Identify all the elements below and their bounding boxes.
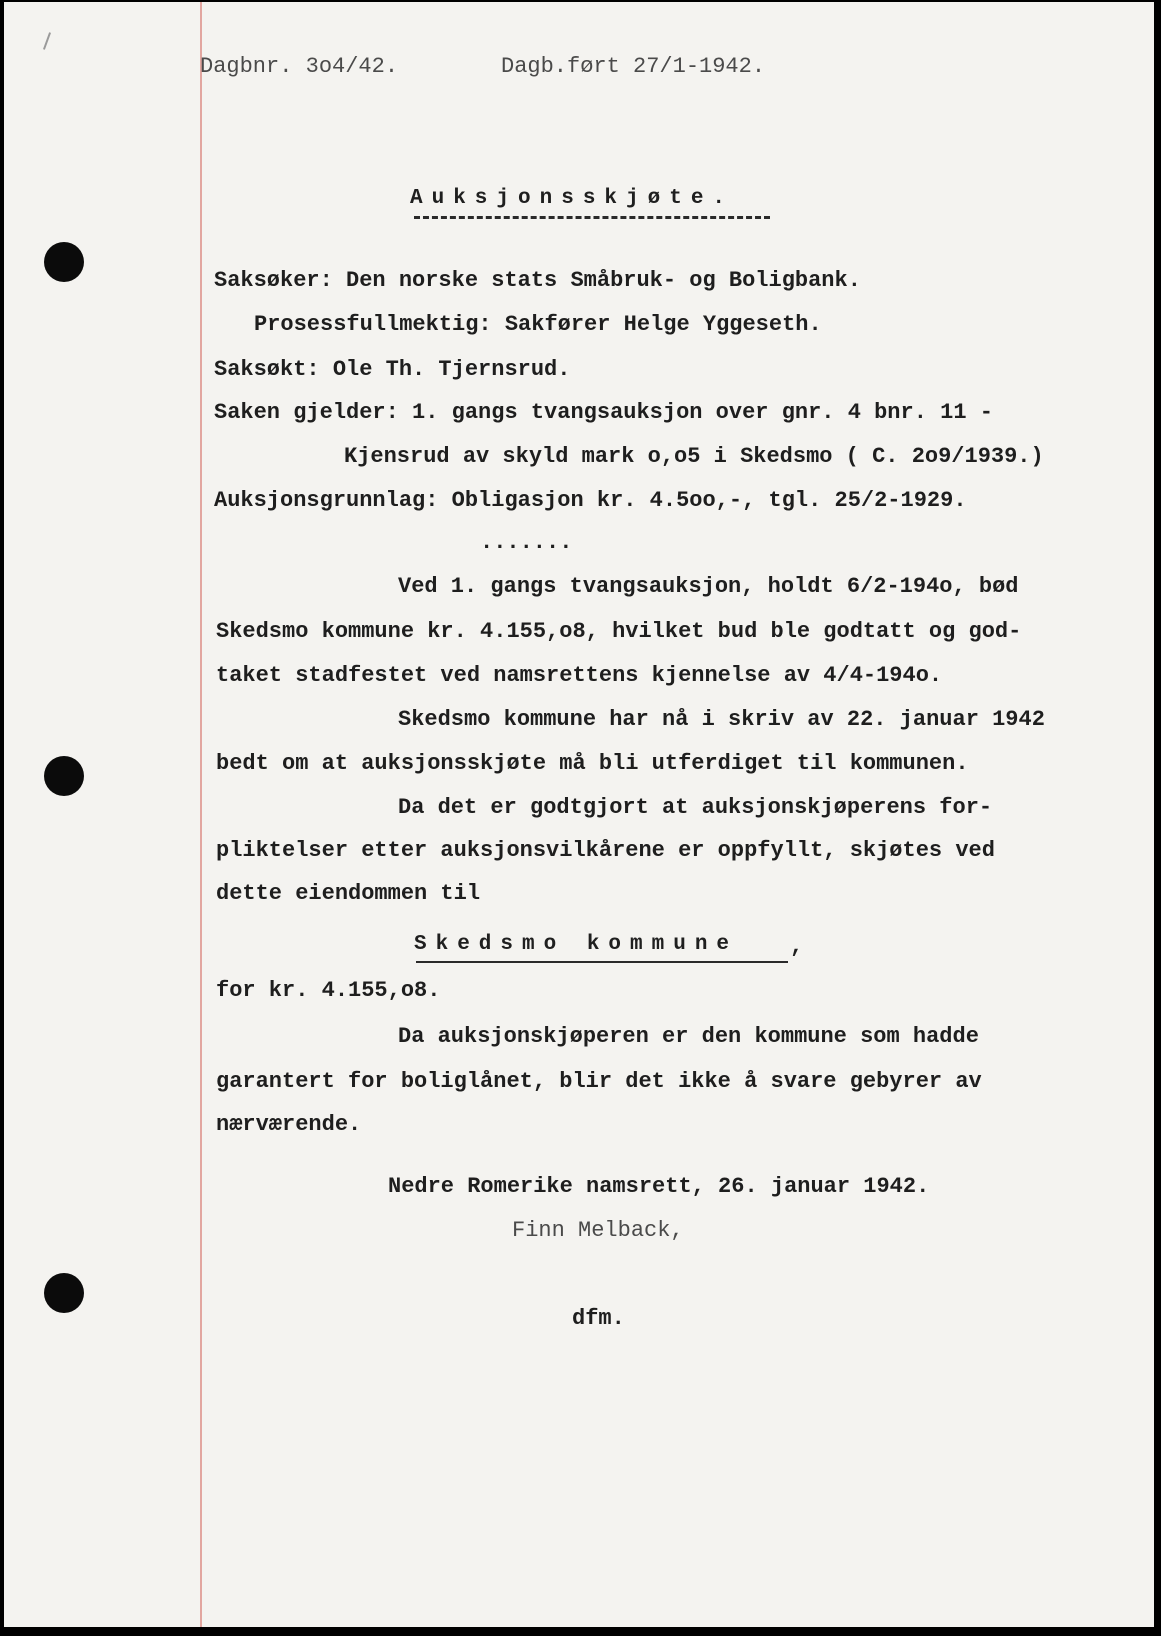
body-line: dette eiendommen til: [216, 881, 481, 906]
punch-hole-bottom: [44, 1273, 84, 1313]
body-line: Skedsmo kommune har nå i skriv av 22. januar 1942: [398, 707, 1045, 732]
attorney-line: Prosessfullmektig: Sakfører Helge Yggeseth.: [254, 312, 822, 337]
body-line: nærværende.: [216, 1112, 362, 1137]
buyer-underline: [416, 961, 788, 963]
body-line: Da det er godtgjort at auksjonskjøperens for-: [398, 795, 993, 820]
body-line: pliktelser etter auksjonsvilkårene er oppfyllt, skjøtes ved: [216, 838, 995, 863]
subject-line-2: Kjensrud av skyld mark o,o5 i Skedsmo ( C. 2o9/1939.): [344, 444, 1044, 469]
body-line: garantert for boliglånet, blir det ikke å svare gebyrer av: [216, 1069, 982, 1094]
plaintiff-line: Saksøker: Den norske stats Småbruk- og Boligbank.: [214, 268, 861, 293]
body-line: Ved 1. gangs tvangsauksjon, holdt 6/2-194o, bød: [398, 574, 1019, 599]
buyer-comma: ,: [790, 934, 804, 959]
signature-line: Finn Melback,: [512, 1218, 684, 1243]
subject-line-1: Saken gjelder: 1. gangs tvangsauksjon over gnr. 4 bnr. 11 -: [214, 400, 993, 425]
auction-basis-line: Auksjonsgrunnlag: Obligasjon kr. 4.5oo,-, tgl. 25/2-1929.: [214, 488, 967, 513]
punch-hole-middle: [44, 756, 84, 796]
title-underline: [414, 216, 770, 223]
buyer-name: Skedsmo kommune: [414, 933, 739, 956]
journal-number: Dagbnr. 3o4/42.: [200, 54, 399, 79]
document-title: Auksjonsskjøte.: [410, 187, 735, 210]
price-line: for kr. 4.155,o8.: [216, 978, 441, 1003]
initials: dfm.: [572, 1306, 625, 1331]
body-line: Da auksjonskjøperen er den kommune som hadde: [398, 1024, 979, 1049]
punch-hole-top: [44, 242, 84, 282]
body-line: Skedsmo kommune kr. 4.155,o8, hvilket bud ble godtatt og god-: [216, 619, 1022, 644]
margin-line: [200, 2, 202, 1627]
body-line: bedt om at auksjonsskjøte må bli utferdiget til kommunen.: [216, 751, 969, 776]
pencil-mark: [43, 32, 51, 50]
defendant-line: Saksøkt: Ole Th. Tjernsrud.: [214, 357, 571, 382]
body-line: taket stadfestet ved namsrettens kjennelse av 4/4-194o.: [216, 663, 943, 688]
journal-date: Dagb.ført 27/1-1942.: [501, 54, 766, 79]
separator-dots: .......: [480, 530, 573, 555]
place-date-line: Nedre Romerike namsrett, 26. januar 1942.: [388, 1174, 930, 1199]
document-page: [4, 2, 1154, 1627]
